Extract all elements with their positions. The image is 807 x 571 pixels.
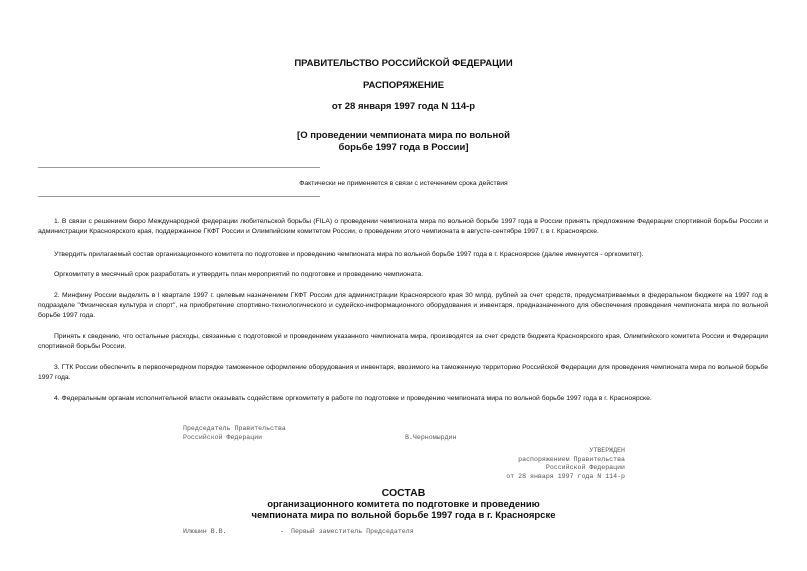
paragraph-2: Утвердить прилагаемый состав организационного комитета по подготовке и проведению чемпионата мира по вольной борьбе 1997 года в г. Красноярске (далее именуется - оргкомитет).: [54, 251, 644, 258]
approved-line-3: Российской Федерации: [545, 464, 625, 471]
composition-subtitle: [0, 499, 807, 521]
paragraph-5: Принять к сведению, что остальные расходы, связанные с подготовкой и проведением указанного чемпионата мира, производятся за счет средств бюджета Красноярского края, Олимпийского комитета России и Федерации спортивной борьбы России.: [38, 333, 768, 350]
paragraph-3: Оргкомитету в месячный срок разработать и утвердить план мероприятий по подготовке и проведению чемпионата.: [54, 271, 424, 278]
signature-title-line-2: Российской Федерации: [183, 434, 263, 441]
member-role: Первый заместитель Председателя: [291, 528, 414, 535]
composition-title: СОСТАВ: [381, 487, 426, 499]
document-title: [0, 130, 807, 154]
status-note: Фактически не применяется в связи с истечением срока действия: [299, 180, 508, 187]
approved-line-4: от 28 января 1997 года N 114-р: [506, 472, 625, 480]
divider-bottom: [38, 196, 320, 197]
paragraph-1: 1. В связи с решением бюро Международной федерации любительской борьбы (FILA) о проведении чемпионата мира по вольной борьбе 1997 года в России принять предложение Федерации спортивной борьбы России и администрации Красноярского края, поддержанное ГКФТ России и Олимпийским комитетом России, о проведении этого чемпионата в августе-сентябре 1997 г. в г. Красноярске.: [38, 218, 768, 235]
member-dash: -: [280, 528, 284, 535]
divider-top: [38, 167, 320, 168]
document-title-line-1: [О проведении чемпионата мира по вольной: [297, 130, 510, 141]
paragraph-4: 2. Минфину России выделить в I квартале 1997 г. целевым назначением ГКФТ России для администрации Красноярского края 30 млрд. рублей за счет средств, предусматриваемых в федеральном бюджете на 1997 год в подразделе "Физическая культура и спорт", на приобретение спортивно-технологического и судейско-информационного оборудования и инвентаря, предназначенного для обеспечения проведения чемпионата мира по вольной борьбе 1997 года.: [38, 292, 768, 319]
composition-subtitle-line-2: чемпионата мира по вольной борьбе 1997 года в г. Красноярске: [251, 510, 556, 521]
composition-subtitle-line-1: организационного комитета по подготовке и проведению: [267, 499, 540, 510]
document-title-line-2: борьбе 1997 года в России]: [338, 142, 469, 153]
approved-line-1: УТВЕРЖДЕН: [589, 447, 625, 454]
document-type: РАСПОРЯЖЕНИЕ: [362, 80, 445, 91]
signature-title-line-1: Председатель Правительства: [183, 425, 286, 432]
approved-line-2: распоряжением Правительства: [518, 455, 625, 463]
signature-name: В.Черномырдин: [405, 434, 457, 441]
member-name: Илюшин В.В.: [183, 528, 227, 535]
document-date-number: от 28 января 1997 года N 114-р: [331, 101, 476, 112]
approved-block: [460, 447, 625, 481]
paragraph-6: 3. ГТК России обеспечить в первоочередном порядке таможенное оформление оборудования и инвентаря, ввозимого на таможенную территорию Российской Федерации для проведения чемпионата мира по вольной борьбе 1997 года.: [38, 364, 768, 381]
paragraph-7: 4. Федеральным органам исполнительной власти оказывать содействие оргкомитету в работе по подготовке и проведению чемпионата мира по вольной борьбе 1997 года в г. Красноярске.: [54, 395, 652, 402]
government-heading: ПРАВИТЕЛЬСТВО РОССИЙСКОЙ ФЕДЕРАЦИИ: [294, 58, 513, 69]
